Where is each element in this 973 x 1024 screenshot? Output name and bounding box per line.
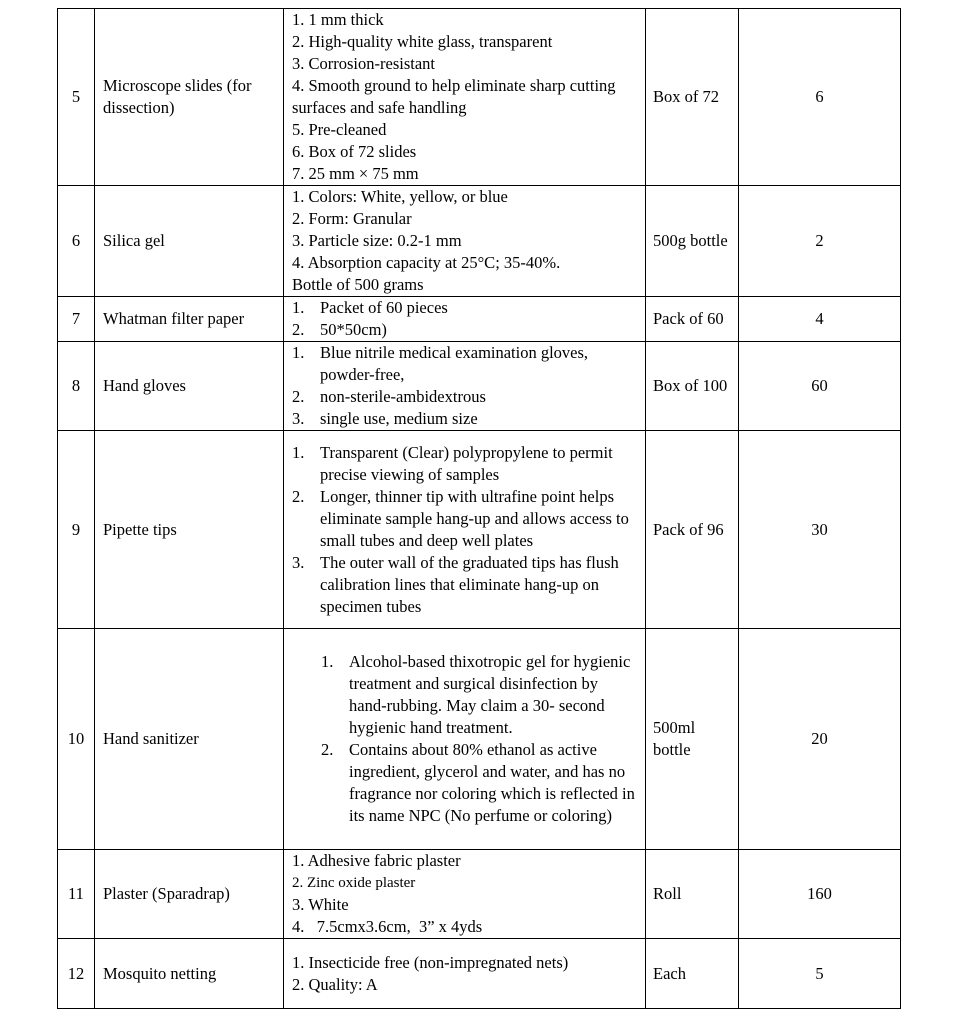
spec-line: 3. Corrosion-resistant bbox=[292, 54, 435, 73]
item-unit: Each bbox=[646, 939, 739, 1009]
item-unit: Pack of 60 bbox=[646, 297, 739, 342]
spec-list bbox=[292, 342, 639, 430]
item-unit: Roll bbox=[646, 850, 739, 939]
table-row bbox=[58, 342, 901, 431]
item-number: 10 bbox=[58, 629, 95, 850]
spec-item: 1. Transparent (Clear) polypropylene to permit precise viewing of samples bbox=[292, 442, 613, 484]
item-quantity: 6 bbox=[739, 9, 901, 186]
spec-line: 7. 25 mm × 75 mm bbox=[292, 164, 419, 183]
spec-line: 1. 1 mm thick bbox=[292, 10, 384, 29]
item-quantity: 5 bbox=[739, 939, 901, 1009]
item-number: 12 bbox=[58, 939, 95, 1009]
item-unit: Box of 100 bbox=[646, 342, 739, 431]
item-quantity: 30 bbox=[739, 431, 901, 629]
spec-line: 1. Colors: White, yellow, or blue bbox=[292, 187, 508, 206]
spec-line: 4. Absorption capacity at 25°C; 35-40%. bbox=[292, 253, 561, 272]
item-unit: Box of 72 bbox=[646, 9, 739, 186]
item-name: Silica gel bbox=[95, 186, 284, 297]
table-row bbox=[58, 9, 901, 186]
spec-line: 4. 7.5cmx3.6cm, 3” x 4yds bbox=[292, 917, 483, 936]
item-name: Microscope slides (for dissection) bbox=[95, 9, 284, 186]
table-row bbox=[58, 297, 901, 342]
spec-item: 2. Longer, thinner tip with ultrafine point helps eliminate sample hang-up and allows access to small tubes and deep well plates bbox=[292, 486, 629, 550]
item-quantity: 60 bbox=[739, 342, 901, 431]
spec-line: 1. Insecticide free (non-impregnated nets) bbox=[292, 952, 569, 972]
spec-item: 3. single use, medium size bbox=[292, 409, 478, 428]
item-quantity: 20 bbox=[739, 629, 901, 850]
item-specification bbox=[284, 431, 646, 629]
item-specification bbox=[284, 9, 646, 186]
item-number: 7 bbox=[58, 297, 95, 342]
spec-line: 4. Smooth ground to help eliminate sharp cutting surfaces and safe handling bbox=[292, 76, 616, 117]
item-specification bbox=[284, 297, 646, 342]
spec-list bbox=[292, 297, 639, 341]
spec-item: 2. 50*50cm) bbox=[292, 320, 387, 339]
spec-list bbox=[321, 651, 639, 827]
table-row bbox=[58, 186, 901, 297]
spec-line: 3. Particle size: 0.2-1 mm bbox=[292, 231, 462, 250]
spec-item: 1. Packet of 60 pieces bbox=[292, 298, 448, 317]
item-unit: Pack of 96 bbox=[646, 431, 739, 629]
spec-line: 3. White bbox=[292, 895, 349, 914]
table-row bbox=[58, 850, 901, 939]
item-quantity: 160 bbox=[739, 850, 901, 939]
item-number: 6 bbox=[58, 186, 95, 297]
spec-line: 5. Pre-cleaned bbox=[292, 120, 387, 139]
item-specification bbox=[284, 850, 646, 939]
item-unit: 500ml bottle bbox=[646, 629, 739, 850]
table-row bbox=[58, 431, 901, 629]
spec-item: 3. The outer wall of the graduated tips has flush calibration lines that eliminate hang-up on specimen tubes bbox=[292, 552, 619, 616]
item-unit: 500g bottle bbox=[646, 186, 739, 297]
table-row bbox=[58, 939, 901, 1009]
spec-item: 2. Contains about 80% ethanol as active ingredient, glycerol and water, and has no fragrance nor coloring which is reflected in its name NPC (No perfume or coloring) bbox=[321, 740, 635, 825]
item-quantity: 2 bbox=[739, 186, 901, 297]
item-number: 5 bbox=[58, 9, 95, 186]
item-name: Mosquito netting bbox=[95, 939, 284, 1009]
item-name: Whatman filter paper bbox=[95, 297, 284, 342]
spec-line: 2. Form: Granular bbox=[292, 209, 412, 228]
item-number: 8 bbox=[58, 342, 95, 431]
spec-line: Bottle of 500 grams bbox=[292, 275, 424, 294]
spec-item: 1. Blue nitrile medical examination gloves, powder-free, bbox=[292, 343, 589, 384]
item-name: Hand gloves bbox=[95, 342, 284, 431]
item-quantity: 4 bbox=[739, 297, 901, 342]
spec-list bbox=[292, 442, 639, 618]
spec-item: 1. Alcohol-based thixotropic gel for hygienic treatment and surgical disinfection by hand-rubbing. May claim a 30- second hygienic hand treatment. bbox=[321, 652, 631, 737]
item-number: 9 bbox=[58, 431, 95, 629]
items-table bbox=[57, 8, 901, 1009]
item-specification bbox=[284, 939, 646, 1009]
item-name: Plaster (Sparadrap) bbox=[95, 850, 284, 939]
item-specification bbox=[284, 342, 646, 431]
spec-line: 2. Zinc oxide plaster bbox=[292, 875, 416, 891]
item-specification bbox=[284, 629, 646, 850]
item-number: 11 bbox=[58, 850, 95, 939]
item-specification bbox=[284, 186, 646, 297]
spec-line: 2. High-quality white glass, transparent bbox=[292, 32, 553, 51]
item-name: Pipette tips bbox=[95, 431, 284, 629]
spec-item: 2. non-sterile-ambidextrous bbox=[292, 387, 486, 406]
spec-line: 2. Quality: A bbox=[292, 974, 378, 994]
table-row bbox=[58, 629, 901, 850]
item-name: Hand sanitizer bbox=[95, 629, 284, 850]
spec-line: 1. Adhesive fabric plaster bbox=[292, 851, 461, 870]
spec-line: 6. Box of 72 slides bbox=[292, 142, 417, 161]
